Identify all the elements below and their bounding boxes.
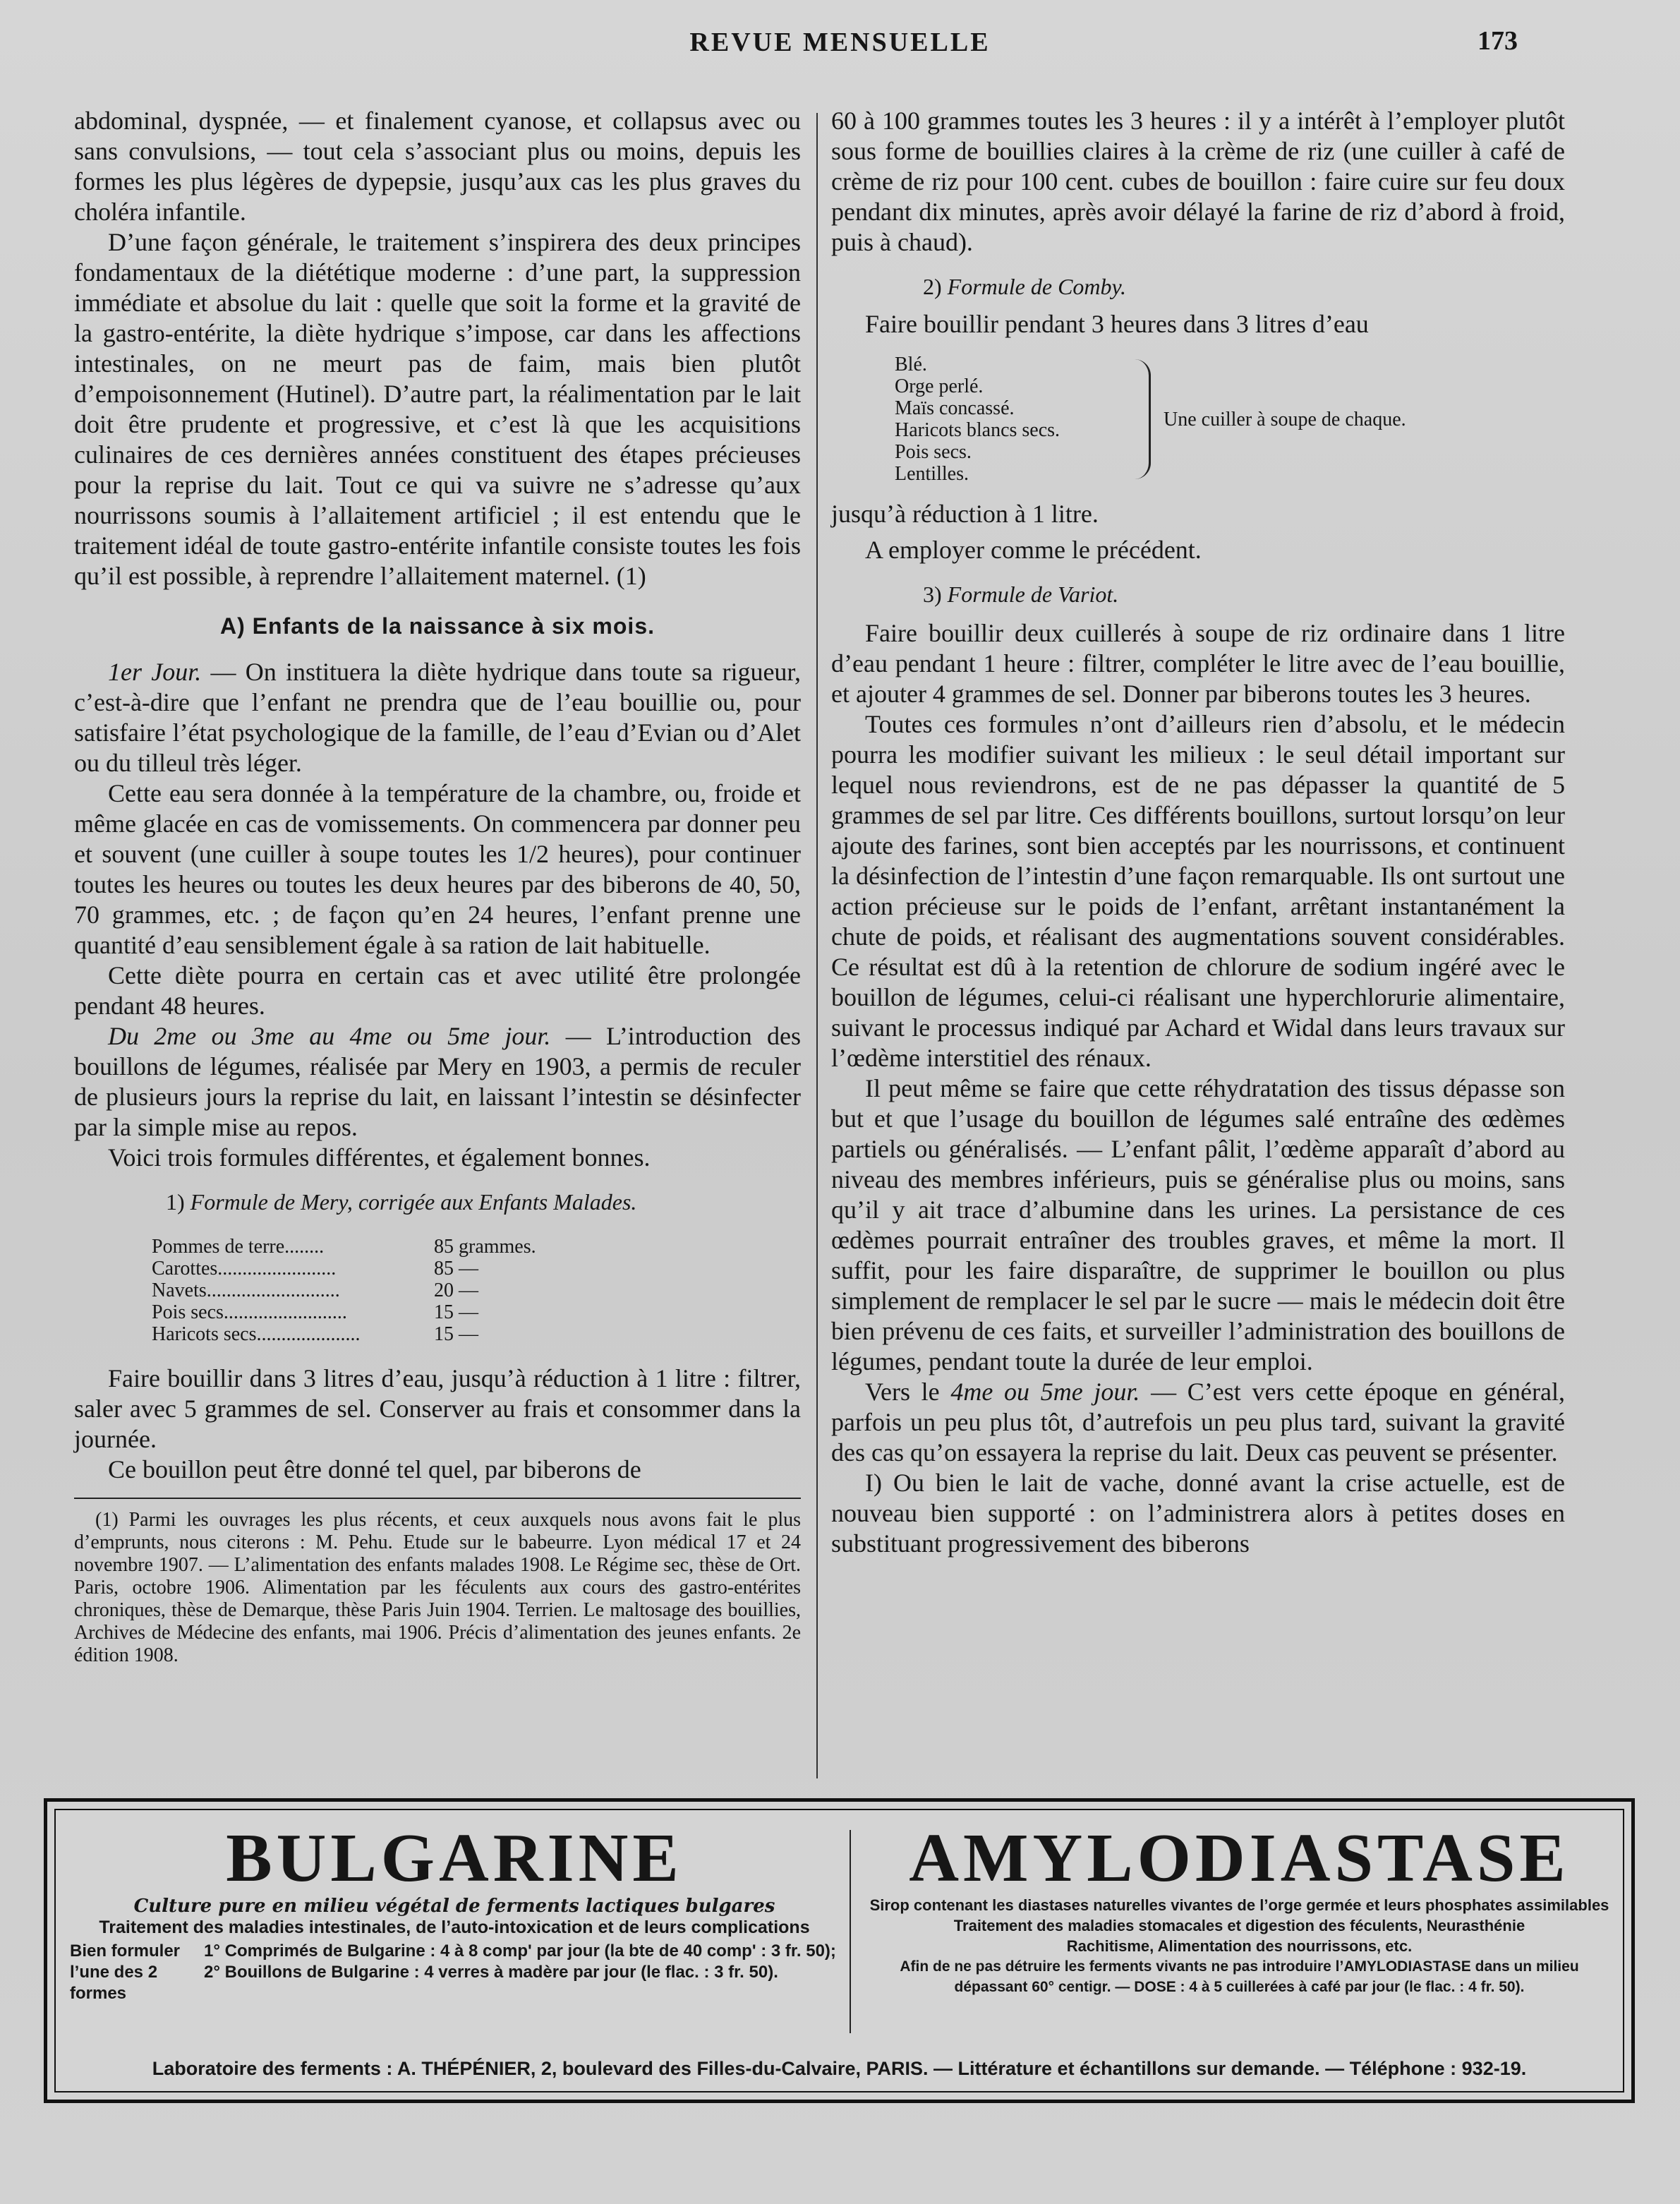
paragraph: I) Ou bien le lait de vache, donné avant la crise actuelle, est de nouveau bien supporté : on l’administrera alors à petites doses en substituant progressivement des biberons [831,1469,1565,1558]
paragraph: Il peut même se faire que cette réhydratation des tissus dépasse son but et que l’usage du bouillon de légumes salé entraîne des œdèmes partiels ou généralisés. — L’enfant pâlit, l’œdème apparaît d’abord au niveau des membres inférieurs, puis se généralise plus ou moins, sans qu’il y ait trace d’albumine dans les urines. La persistance de ces œdèmes pourrait entraîner des troubles graves, et même la mort. Il suffit, pour les faire disparaître, de supprimer le bouillon ou plus simplement de remplacer le sel par le sucre — mais le médecin doit être bien prévenu de ces faits, et surveiller l’administration des bouillons de légumes, pendant toute la durée de leur emploi. [831,1074,1565,1375]
quantity: 85 grammes. [434,1236,536,1258]
quantity-note: Une cuiller à soupe de chaque. [1164,408,1406,430]
dosage-line: 1° Comprimés de Bulgarine : 4 à 8 comp' par jour (la bte de 40 comp' : 3 fr. 50); [204,1941,836,1961]
paragraph: jusqu’à réduction à 1 litre. [831,500,1099,528]
quantity: 85 — [434,1258,478,1279]
dosage-lead: Bien formuler l’une des 2 formes [70,1941,181,2003]
formula-number: 1) [166,1189,185,1215]
paragraph: Faire bouillir deux cuillerés à soupe de riz ordinaire dans 1 litre d’eau pendant 1 heure : filtrer, compléter le litre avec de l’eau bouillie, et ajouter 4 grammes de sel. Donner par biberons toutes les 3 heures. [831,619,1565,708]
day-label: Du 2me ou 3me au 4me ou 5me jour. [108,1022,551,1050]
ingredient: Maïs concassé. [895,397,1015,419]
ingredient: Pois secs......................... [152,1301,347,1323]
amylodiastase-line: Afin de ne pas détruire les ferments vivants ne pas introduire l’AMYLODIASTASE dans un milieu [900,1958,1579,1975]
paragraph: abdominal, dyspnée, — et finalement cyanose, et collapsus avec ou sans convulsions, — tout cela s’associant plus ou moins, depuis les formes les plus légères de dypepsie, jusqu’aux cas les plus graves du choléra infantile. [74,107,801,226]
bulgarine-dosage [70,1941,839,2004]
left-column [74,106,801,1667]
quantity: 20 — [434,1279,478,1301]
quantity: 15 — [434,1301,478,1323]
recipe-row [152,1236,801,1258]
amylodiastase-line: dépassant 60° centigr. — DOSE : 4 à 5 cuillerées à café par jour (le flac. : 4 fr. 50). [954,1979,1525,1995]
bulgarine-brand: BULGARINE [226,1820,683,1896]
ingredient: Orge perlé. [895,375,984,397]
laboratory-footer: Laboratoire des ferments : A. THÉPÉNIER, 2, boulevard des Filles-du-Calvaire, PARIS. — Littérature et échantillons sur demande. — Téléphone : 932-19. [152,2058,1527,2079]
recipe-list [152,1236,801,1345]
advertisement-frame [54,1809,1624,2092]
ingredient-group [895,354,1565,485]
dosage-lines [204,1941,836,2004]
paragraph: D’une façon générale, le traitement s’inspirera des deux principes fondamentaux de la diététique moderne : d’une part, la suppression immédiate et absolue du lait : quelle que soit la forme et la gravité de la gastro-entérite, la diète hydrique s’impose, car dans les affections intestinales, on ne meurt pas de faim, mais bien plutôt d’empoisonnement (Hutinel). D’autre part, la réalimentation par le lait doit être prudente et progressive, et c’est là que les acquisitions culinaires de ces dernières années constituent des étapes précieuses pour la reprise du lait. Tout ce qui va suivre ne s’adresse qu’aux nourrissons soumis à l’allaitement artificiel ; il est entendu que le traitement idéal de toute gastro-entérite infantile consiste toutes les fois qu’il est possible, à reprendre l’allaitement maternel. (1) [74,228,801,590]
day-label: 4me ou 5me jour. [950,1378,1140,1406]
recipe-row [152,1301,801,1323]
amylodiastase-line: Rachitisme, Alimentation des nourrissons, etc. [1066,1937,1413,1955]
bulgarine-description: Traitement des maladies intestinales, de l’auto-intoxication et de leurs complications [99,1917,810,1937]
formula-number: 3) [923,582,942,607]
dosage-line: 2° Bouillons de Bulgarine : 4 verres à madère par jour (le flac. : 3 fr. 50). [204,1963,778,1982]
paragraph [831,1377,1565,1468]
recipe-row [152,1279,801,1301]
paragraph: Toutes ces formules n’ont d’ailleurs rien d’absolu, et le médecin pourra les modifier suivant les milieux : le seul détail important sur lequel nous reviendrons, est de ne pas dépasser la quantité de 5 grammes de sel par litre. Ces différents bouillons, surtout lorsqu’on leur ajoute des farines, sont bien acceptés par les nourrissons, et continuent la désinfection de l’intestin d’une façon remarquable. Ils ont surtout une action précieuse sur le poids de l’enfant, arrêtant instantanément la chute de poids, et réalisant des augmentations souvent considérables. Ce résultat est dû à la retention de chlorure de sodium ingéré avec le bouillon de légumes, celui-ci réalisant une hyperchlorurie alimentaire, suivant le processus indiqué par Achard et Widal dans leurs travaux sur l’œdème interstitiel des rénaux. [831,710,1565,1072]
footnote: (1) Parmi les ouvrages les plus récents, et ceux auxquels nous avons fait le plus d’emprunts, nous citerons : M. Pehu. Etude sur le babeurre. Lyon médical 17 et 24 novembre 1907. — L’alimentation des enfants malades 1908. Le Régime sec, thèse de Ort. Paris, octobre 1906. Alimentation par les féculents aux cours des gastro-entérites chroniques, thèse de Demarque, thèse Paris Juin 1904. Terrien. Le maltosage des bouillies, Archives de Médecine des enfants, mai 1906. Précis d’alimentation des jeunes enfants. 2e édition 1908. [74,1509,801,1666]
ingredient: Carottes........................ [152,1258,337,1279]
formula-number: 2) [923,274,942,299]
brace-icon [1135,359,1151,479]
paragraph-text: — L’introduction des bouillons de légumes, réalisée par Mery en 1903, a permis de reculer de plusieurs jours la reprise du lait, en laissant l’intestin se désinfecter par la simple mise au repos. [74,1022,801,1141]
ingredient: Navets........................... [152,1279,340,1301]
advertisement-divider [850,1830,851,2033]
paragraph-text: — C’est vers cette époque en général, parfois un peu plus tôt, d’autrefois un peu plus tard, suivant la gravité des cas qu’on essayera la reprise du lait. Deux cas peuvent se présenter. [831,1378,1565,1467]
quantity: 15 — [434,1323,478,1345]
ingredient: Pois secs. [895,441,972,463]
paragraph-text: — On instituera la diète hydrique dans toute sa rigueur, c’est-à-dire que l’enfant ne prendra que de l’eau bouillie ou, pour satisfaire l’état psychologique de la famille, de l’eau d’Evian ou d’Alet ou du tilleul très léger. [74,658,801,777]
ingredient: Haricots blancs secs. [895,419,1060,441]
ingredient: Pommes de terre........ [152,1236,325,1258]
formula-name: Formule de Variot. [947,582,1119,607]
paragraph: Ce bouillon peut être donné tel quel, par biberons de [108,1455,641,1483]
paragraph: Faire bouillir pendant 3 heures dans 3 litres d’eau [865,310,1369,338]
amylodiastase-ad [860,1821,1619,1997]
paragraph: A employer comme le précédent. [865,536,1202,564]
paragraph: Cette diète pourra en certain cas et avec utilité être prolongée pendant 48 heures. [74,961,801,1020]
ingredient: Haricots secs..................... [152,1323,361,1345]
recipe-row [152,1323,801,1345]
bulgarine-ad [70,1821,839,2004]
ingredient-list [895,354,1128,485]
ingredient: Blé. [895,354,927,375]
paragraph: Cette eau sera donnée à la température de la chambre, ou, froide et même glacée en cas de vomissements. On commencera par donner peu et souvent (une cuiller à soupe toutes les 1/2 heures), pour continuer toutes les heures ou toutes les deux heures par des biberons de 40, 50, 70 grammes, etc. ; de façon qu’en 24 heures, l’enfant prenne une quantité d’eau sensiblement égale à sa ration de lait habituelle. [74,779,801,959]
formula-name: Formule de Comby. [947,274,1126,299]
amylodiastase-line: Sirop contenant les diastases naturelles vivantes de l’orge germée et leurs phosphates assimilables [869,1896,1609,1914]
paragraph [74,657,801,778]
formula-title [166,1187,801,1217]
formula-title [923,579,1565,610]
right-column [831,106,1565,1559]
paragraph: 60 à 100 grammes toutes les 3 heures : il y a intérêt à l’employer plutôt sous forme de bouillies claires à la crème de riz (une cuiller à café de crème de riz pour 100 cent. cubes de bouillon : faire cuire sur feu doux pendant dix minutes, après avoir délayé la farine de riz d’abord à froid, puis à chaud). [831,107,1565,256]
section-heading: A) Enfants de la naissance à six mois. [220,613,655,639]
paragraph: Faire bouillir dans 3 litres d’eau, jusqu’à réduction à 1 litre : filtrer, saler avec 5 grammes de sel. Conserver au frais et consommer dans la journée. [74,1364,801,1453]
page-number: 173 [1477,26,1518,56]
paragraph: Voici trois formules différentes, et également bonnes. [108,1143,651,1172]
formula-name: Formule de Mery, corrigée aux Enfants Malades. [190,1189,637,1215]
formula-title [923,272,1565,302]
amylodiastase-brand: AMYLODIASTASE [909,1820,1570,1896]
day-label: 1er Jour. [108,658,202,686]
column-divider [816,113,818,1778]
paragraph [74,1021,801,1143]
bulgarine-tagline: Culture pure en milieu végétal de ferments lactiques bulgares [133,1896,775,1917]
amylodiastase-line: Traitement des maladies stomacales et digestion des féculents, Neurasthénie [953,1917,1525,1934]
advertisement-box [44,1798,1635,2103]
running-head: REVUE MENSUELLE [689,28,991,57]
recipe-row [152,1258,801,1279]
footnote-divider [74,1498,801,1499]
ingredient: Lentilles. [895,463,969,485]
paragraph-text: Vers le [865,1378,951,1406]
